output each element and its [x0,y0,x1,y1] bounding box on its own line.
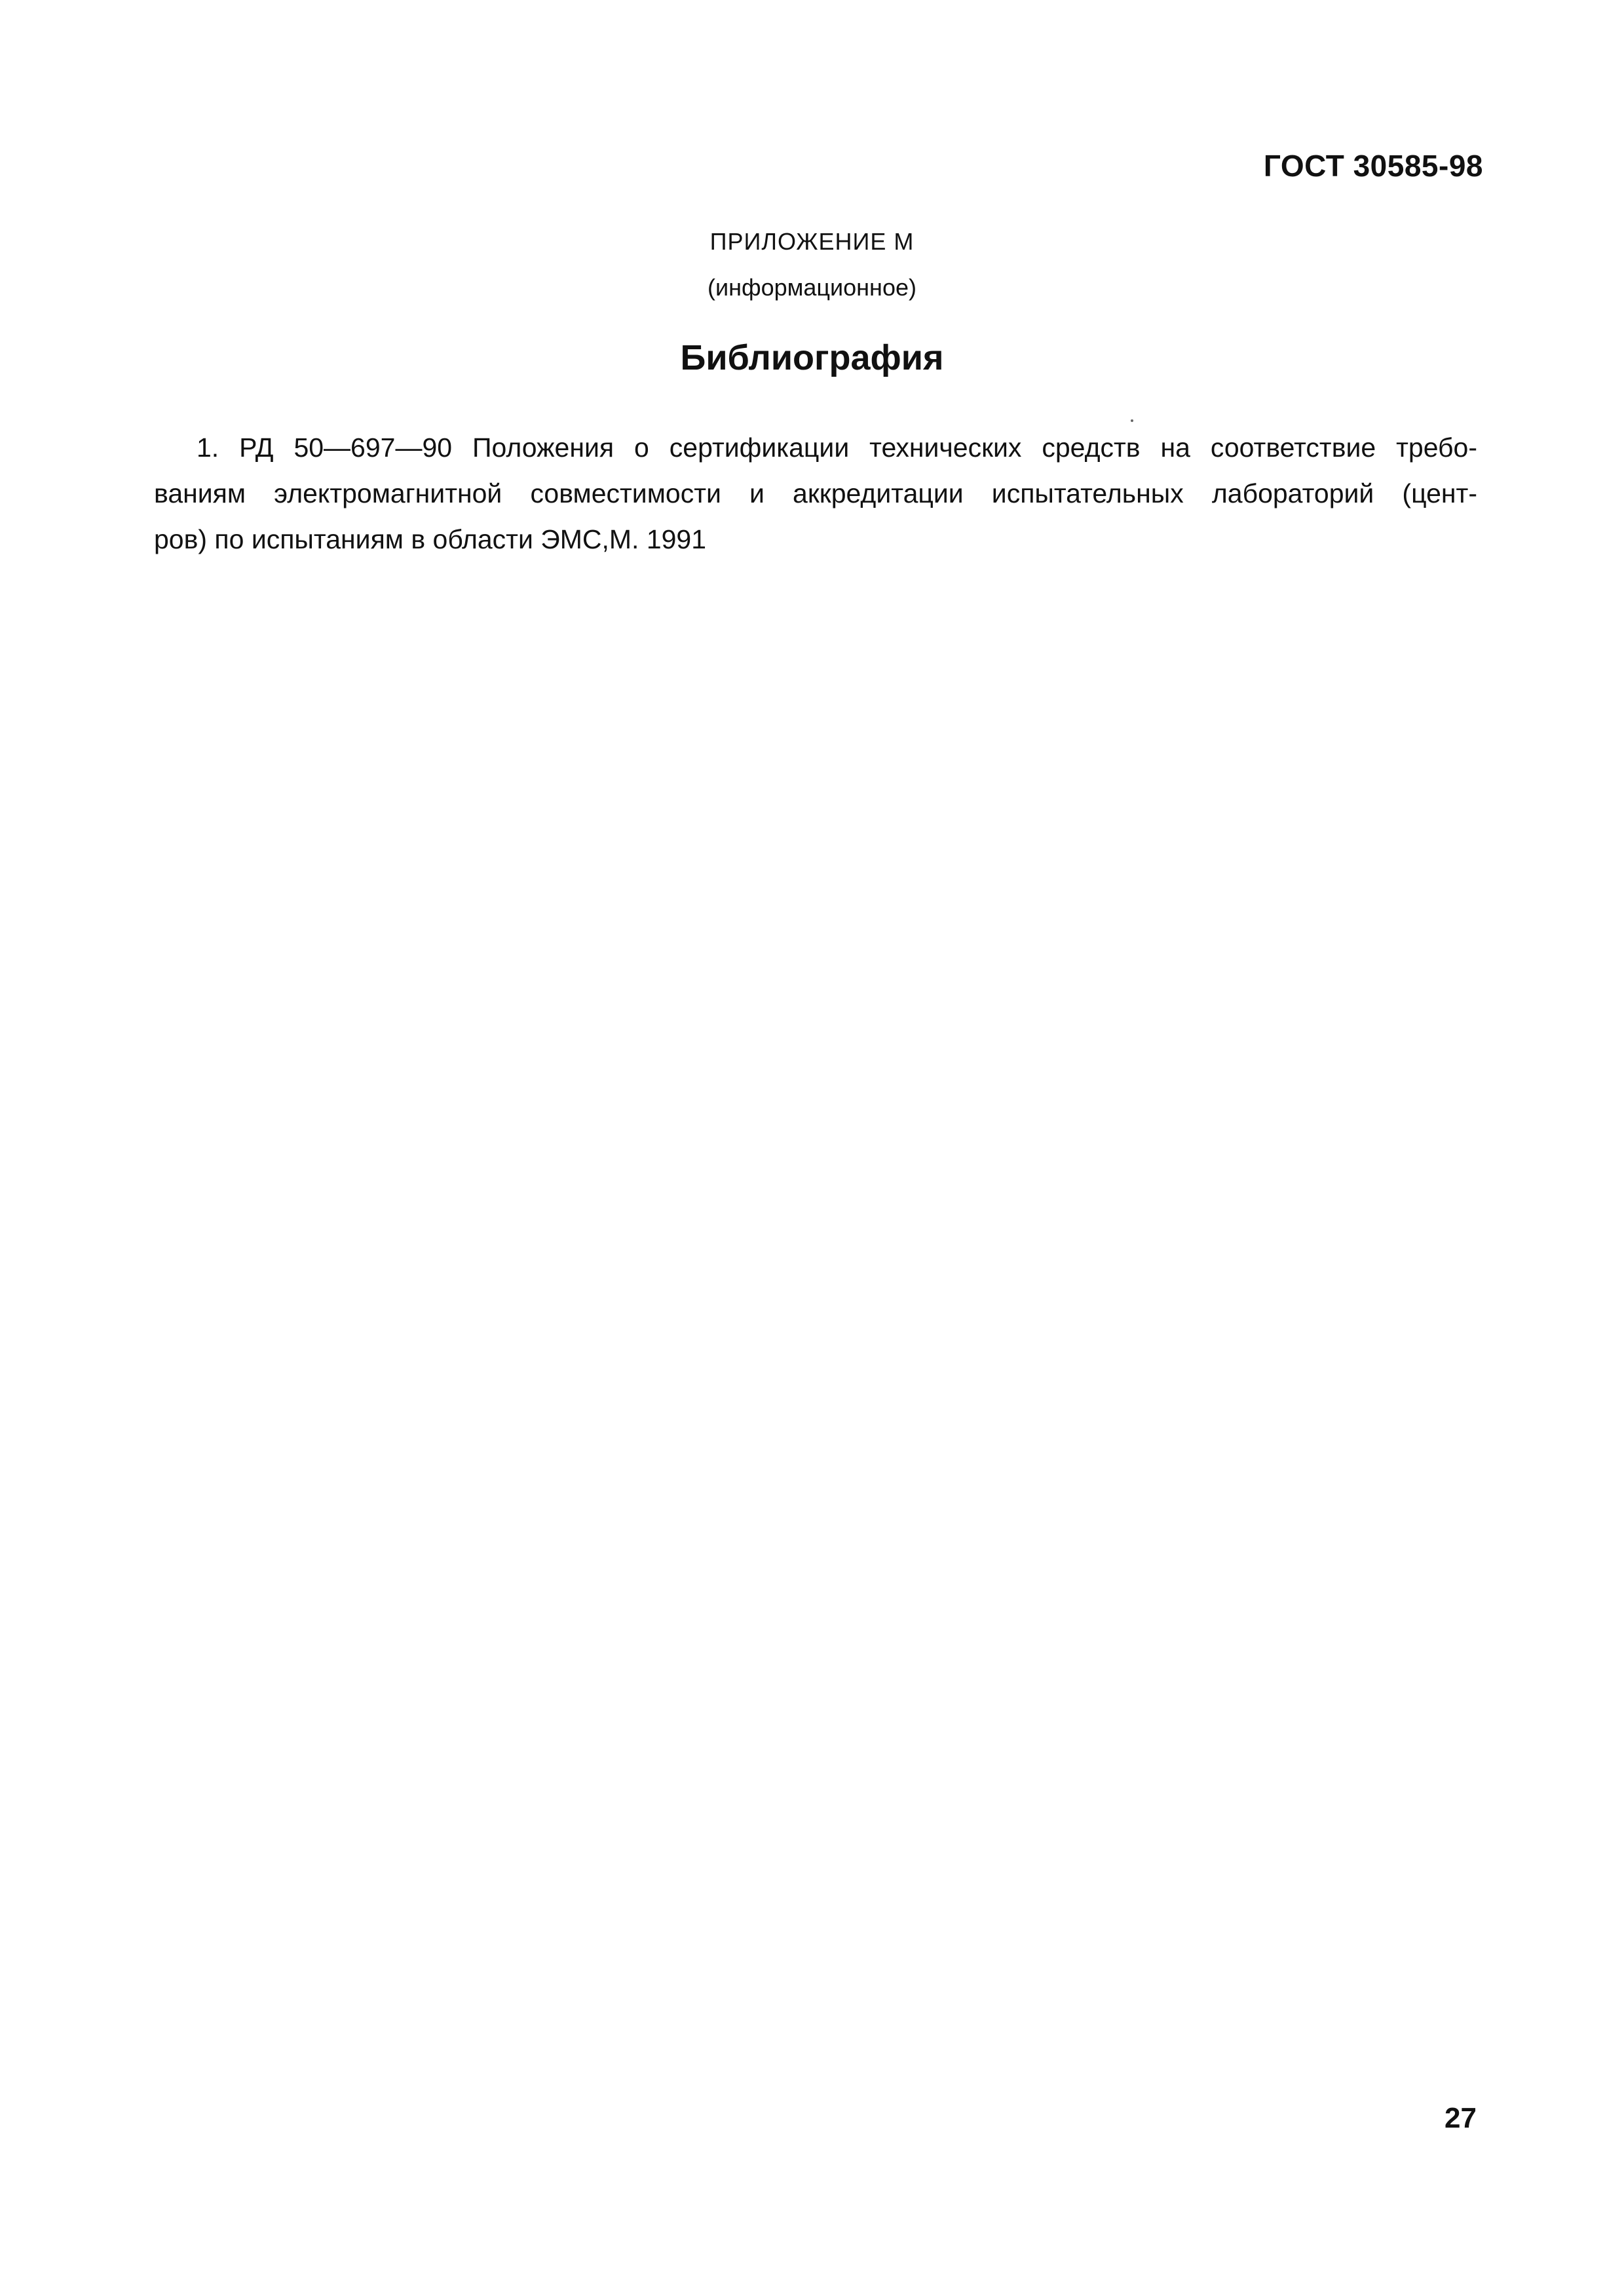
bibliography-entry-line: ваниям электромагнитной совместимости и аккредитации испытательных лабораторий (цент- [154,478,1477,508]
bibliography-entry-line: ров) по испытаниям в области ЭМС,М. 1991 [154,524,707,554]
annex-type: (информационное) [708,274,916,301]
page-number: 27 [1445,2102,1477,2134]
scan-speck [1131,419,1133,422]
annex-title: ПРИЛОЖЕНИЕ М [709,228,915,255]
document-code: ГОСТ 30585-98 [1263,149,1483,183]
bibliography-entry-line: 1. РД 50—697—90 Положения о сертификации технических средств на соответствие требо- [197,432,1477,463]
section-title: Библиография [680,338,944,377]
